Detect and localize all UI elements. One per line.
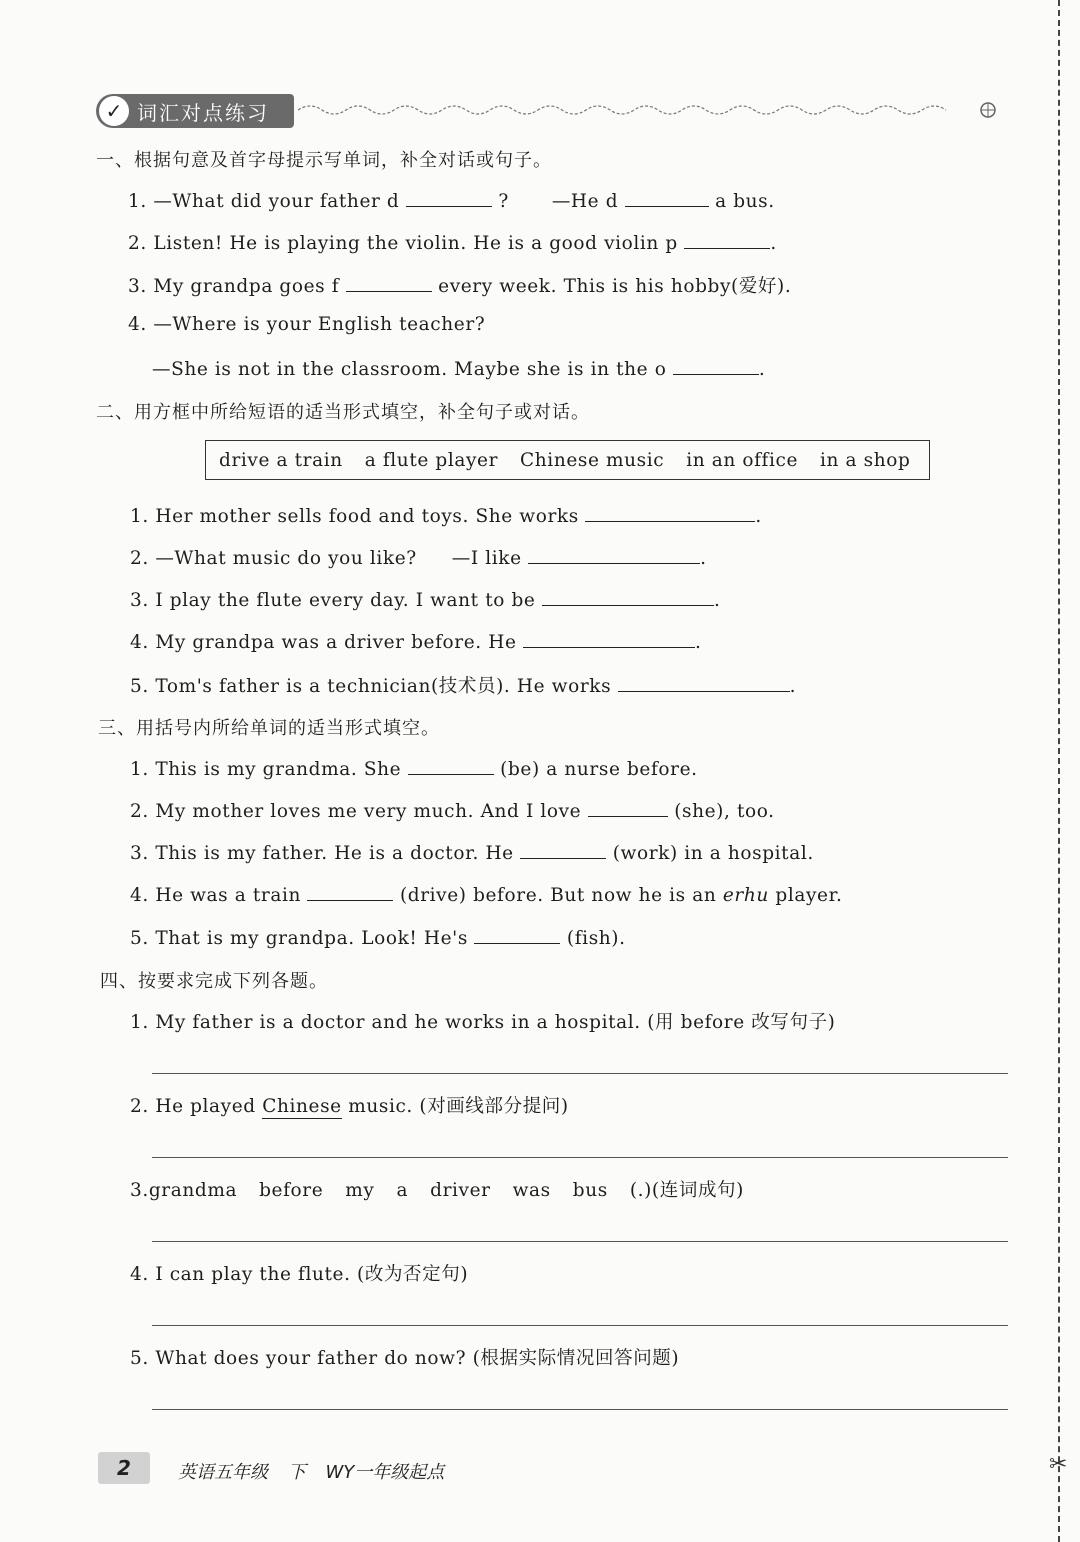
s2-q2-text-c: . [700,548,707,569]
s4-q2-text-a: 2. He played [130,1096,256,1117]
s2-q4 [130,629,702,653]
s3-q4-text-a: 4. He was a train [130,885,301,906]
s3-q4-blank[interactable] [307,882,393,901]
s4-q3 [130,1176,744,1202]
s2-q3 [130,587,720,611]
s3-q2-blank[interactable] [588,798,668,817]
s1-q3-blank[interactable] [346,273,432,292]
s1-q2 [128,230,777,254]
s1-q1-blank-2[interactable] [625,188,709,207]
s1-q3 [128,272,791,298]
s2-q3-text-a: 3. I play the flute every day. I want to be [130,590,536,611]
s2-q4-text-a: 4. My grandpa was a driver before. He [130,632,517,653]
s2-q5-blank[interactable] [618,673,790,692]
s1-q1-text-c: —He d [551,191,619,212]
s2-q1-text-b: . [755,506,762,527]
phrase-item: in an office [686,449,799,471]
s3-q4-text-d: player. [775,885,843,906]
s2-q5 [130,672,796,698]
s4-q3-instruction: (.)(连词成句) [629,1180,744,1201]
s4-q1-answer-line[interactable] [152,1073,1008,1074]
section1-title: 一、根据句意及首字母提示写单词，补全对话或句子。 [96,150,552,171]
s2-q3-text-b: . [713,590,721,611]
section4-title: 四、按要求完成下列各题。 [100,971,328,992]
section-header-badge [96,94,294,128]
footer-subject: 英语五年级 [178,1462,268,1483]
s4-q2-underlined: Chinese [262,1096,342,1117]
s2-q1-blank[interactable] [585,503,755,522]
s4-q4: 4. I can play the flute. (改为否定句) [130,1264,469,1285]
s2-q5-text-b: . [789,676,797,697]
s1-q3-text-a: 3. My grandpa goes f [128,276,340,297]
s3-q1-text-b: (be) a nurse before. [500,759,698,780]
s1-q1-text-a: 1. —What did your father d [128,191,400,212]
s2-q2-blank[interactable] [528,545,700,564]
s4-q3-word: bus [572,1180,608,1201]
s1-q1 [128,188,775,212]
phrase-item: Chinese music [520,449,665,471]
s2-q5-text-a: 5. Tom's father is a technician(技术员). He works [130,676,612,697]
s3-q2 [130,798,775,822]
s1-q4-blank[interactable] [673,356,759,375]
s1-q1-text-b: ? [498,191,509,212]
s4-q1: 1. My father is a doctor and he works in a hospital. (用 before 改写句子) [130,1012,836,1033]
decorative-wave-line [298,95,998,125]
s4-q3-word: my [345,1180,375,1201]
s3-q1 [130,756,698,780]
s2-q4-blank[interactable] [523,629,695,648]
s2-q1 [130,503,762,527]
phrase-item: in a shop [820,449,911,471]
phrase-item: drive a train [219,449,343,471]
s1-q1-blank-1[interactable] [406,188,492,207]
s1-q2-text-b: . [770,233,777,254]
s3-q5-text-b: (fish). [566,928,626,949]
s2-q2 [130,545,707,569]
page-number: 2 [98,1452,150,1484]
s4-q2 [130,1092,569,1118]
s4-q5: 5. What does your father do now? (根据实际情况回答问题) [130,1348,680,1369]
s3-q4-text-b: (drive) before. But now he is an [399,885,717,906]
s2-q2-text-a: 2. —What music do you like? [130,548,417,569]
section2-title: 二、用方框中所给短语的适当形式填空，补全句子或对话。 [96,402,590,423]
s3-q2-text-a: 2. My mother loves me very much. And I love [130,801,582,822]
s1-q4-text-b: —She is not in the classroom. Maybe she is in the o [152,359,667,380]
s4-q4-answer-line[interactable] [152,1325,1008,1326]
phrase-box [205,440,930,480]
s1-q4-answer [152,356,765,380]
s3-q5-blank[interactable] [474,925,560,944]
s4-q3-word: was [512,1180,551,1201]
s3-q4 [130,882,842,906]
s3-q3 [130,840,814,864]
s2-q3-blank[interactable] [542,587,714,606]
s4-q3-word: a [396,1180,409,1201]
cut-line [1058,0,1060,1542]
section3-title: 三、用括号内所给单词的适当形式填空。 [98,718,440,739]
s4-q3-answer-line[interactable] [152,1241,1008,1242]
s3-q5 [130,925,626,949]
s4-q3-word: before [259,1180,324,1201]
section-header-label: 词汇对点练习 [137,100,269,125]
s2-q4-text-b: . [695,632,702,653]
s3-q2-text-b: (she), too. [674,801,775,822]
s3-q3-blank[interactable] [520,840,606,859]
phrase-item: a flute player [364,449,499,471]
s1-q3-text-b: every week. This is his hobby(爱好). [438,276,792,297]
s3-q5-text-a: 5. That is my grandpa. Look! He's [130,928,468,949]
s1-q2-text-a: 2. Listen! He is playing the violin. He is a good violin p [128,233,678,254]
s3-q3-text-a: 3. This is my father. He is a doctor. He [130,843,514,864]
footer-edition: WY一年级起点 [325,1462,445,1483]
s3-q4-erhu: erhu [722,885,769,906]
footer-term: 下 [287,1462,306,1483]
s1-q1-text-d: a bus. [715,191,775,212]
footer-book-info [178,1458,458,1484]
s4-q2-text-c: music. (对画线部分提问) [348,1096,569,1117]
s4-q2-answer-line[interactable] [152,1157,1008,1158]
s3-q3-text-b: (work) in a hospital. [612,843,814,864]
s3-q1-blank[interactable] [408,756,494,775]
s4-q5-answer-line[interactable] [152,1409,1008,1410]
s3-q1-text-a: 1. This is my grandma. She [130,759,402,780]
check-icon: ✓ [99,96,129,126]
s1-q4-question: 4. —Where is your English teacher? [128,314,486,335]
s4-q3-word: driver [430,1180,491,1201]
s4-q3-num: 3. [130,1180,149,1201]
s2-q1-text-a: 1. Her mother sells food and toys. She works [130,506,579,527]
s1-q2-blank[interactable] [684,230,770,249]
s4-q3-word: grandma [148,1180,238,1201]
s2-q2-text-b: —I like [451,548,522,569]
s1-q4-text-c: . [758,359,766,380]
scissors-icon: ✂ [1049,1452,1068,1477]
